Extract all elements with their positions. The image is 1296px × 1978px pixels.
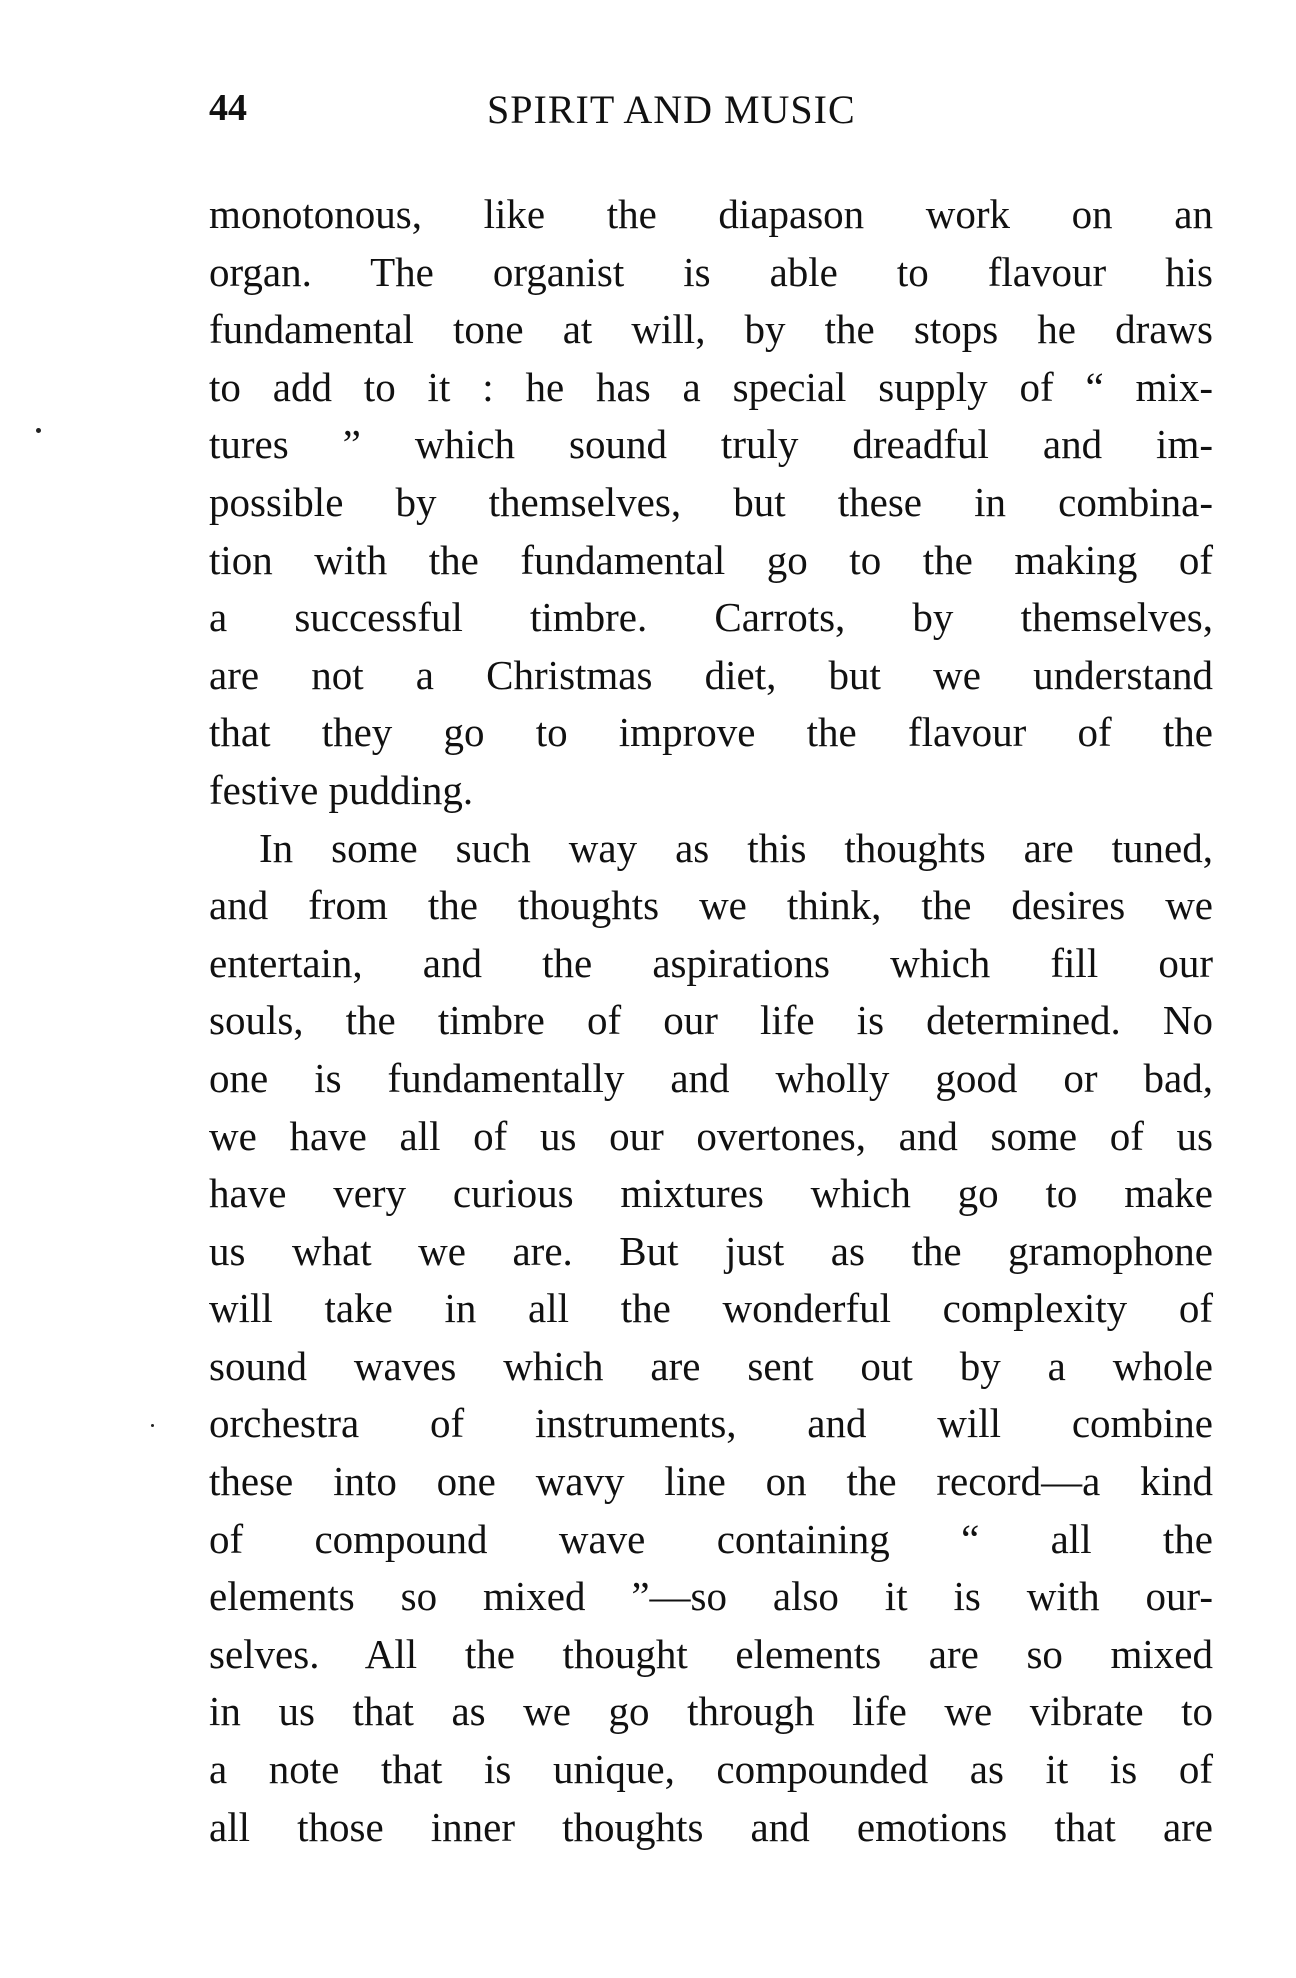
page-number: 44 <box>209 87 247 129</box>
text-line: monotonous, like the diapason work on an <box>209 191 1213 237</box>
text-line: elements so mixed ”—so also it is with our- <box>209 1573 1213 1620</box>
text-line: we have all of us our overtones, and some of us <box>209 1112 1213 1159</box>
text-line: us what we are. But just as the gramophone <box>209 1227 1213 1274</box>
text-line: selves. All the thought elements are so mixed <box>209 1630 1213 1677</box>
text-line: sound waves which are sent out by a whole <box>209 1342 1213 1389</box>
text-line: souls, the timbre of our life is determined. No <box>209 997 1213 1044</box>
text-line: a successful timbre. Carrots, by themselves, <box>209 594 1213 641</box>
text-line: of compound wave containing “ all the <box>209 1515 1213 1562</box>
text-line: to add to it : he has a special supply of “ mix- <box>209 363 1213 410</box>
text-line: fundamental tone at will, by the stops he draws <box>209 306 1213 353</box>
scan-speck <box>151 1424 154 1427</box>
text-line: all those inner thoughts and emotions that are <box>209 1803 1213 1850</box>
text-line: have very curious mixtures which go to make <box>209 1170 1213 1217</box>
text-line: that they go to improve the flavour of the <box>209 709 1213 756</box>
text-line: these into one wavy line on the record—a kind <box>209 1458 1213 1505</box>
paragraph <box>209 820 1213 1857</box>
text-line: a note that is unique, compounded as it is of <box>209 1746 1213 1793</box>
text-line: possible by themselves, but these in combina- <box>209 478 1213 525</box>
text-line: In some such way as this thoughts are tuned, <box>259 824 1213 871</box>
text-line: one is fundamentally and wholly good or bad, <box>209 1054 1213 1101</box>
text-line: tion with the fundamental go to the making of <box>209 536 1213 583</box>
running-header <box>209 86 1213 142</box>
text-line: tures ” which sound truly dreadful and im- <box>209 421 1213 468</box>
text-line: orchestra of instruments, and will combine <box>209 1400 1213 1447</box>
text-line: entertain, and the aspirations which fill our <box>209 939 1213 986</box>
text-line: organ. The organist is able to flavour his <box>209 248 1213 295</box>
text-line: will take in all the wonderful complexity of <box>209 1285 1213 1332</box>
text-line: festive pudding. <box>209 766 474 813</box>
page-body <box>209 186 1213 1856</box>
paragraph <box>209 186 1213 820</box>
text-line: are not a Christmas diet, but we understand <box>209 651 1213 698</box>
text-line: and from the thoughts we think, the desires we <box>209 882 1213 929</box>
running-title: SPIRIT AND MUSIC <box>487 87 856 132</box>
text-line: in us that as we go through life we vibrate to <box>209 1688 1213 1735</box>
scan-speck <box>36 428 41 433</box>
